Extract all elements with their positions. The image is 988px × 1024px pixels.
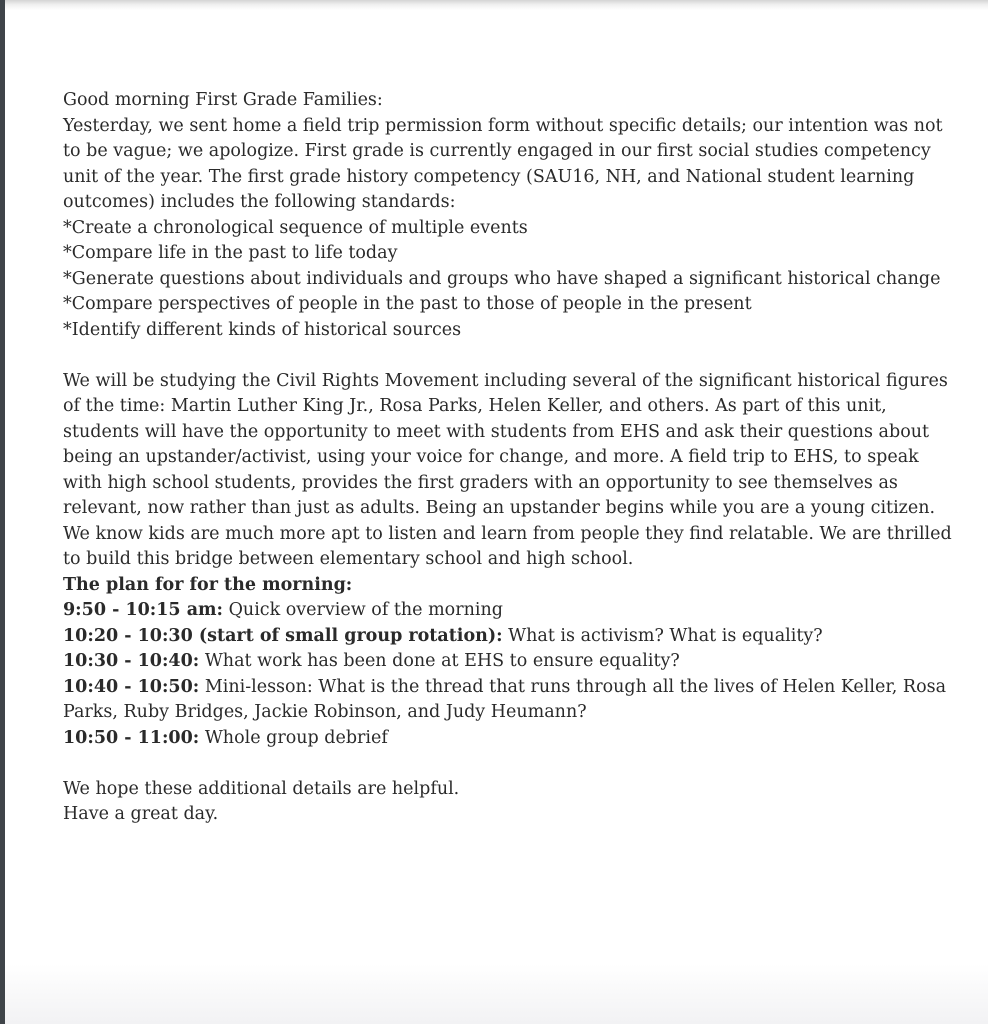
plan-heading: The plan for for the morning: xyxy=(63,574,353,595)
schedule-time: 10:40 - 10:50: xyxy=(63,676,200,697)
schedule-time: 10:30 - 10:40: xyxy=(63,651,200,671)
schedule-time: 10:50 - 11:00: xyxy=(63,727,200,748)
standards-list xyxy=(63,216,959,344)
schedule-section xyxy=(63,573,959,752)
schedule-item xyxy=(63,649,959,675)
schedule-detail: Mini-lesson: What is the thread that runs through all the lives of Helen Keller, Rosa Parks, Ruby Bridges, Jackie Robinson, and Judy Heumann? xyxy=(63,676,947,722)
standard-item: *Create a chronological sequence of multiple events xyxy=(63,217,528,238)
unit-paragraph: We will be studying the Civil Rights Movement including several of the significant historical figures of the time: Martin Luther King Jr., Rosa Parks, Helen Keller, and others. As part of this unit, students will have the opportunity to meet with students from EHS and ask their questions about being an upstander/activist, using your voice for change, and more. A field trip to EHS, to speak with high school students, provides the first graders with an opportunity to see themselves as relevant, now rather than just as adults. Being an upstander begins while you are a young citizen. xyxy=(63,370,948,518)
intro-paragraph: Yesterday, we sent home a field trip permission form without specific details; our intention was not to be vague; we apologize. First grade is currently engaged in our first social studies competency unit of the year. The first grade history competency (SAU16, NH, and National student learning outcomes) includes the following standards: xyxy=(63,115,943,212)
schedule-item xyxy=(63,726,959,752)
schedule-detail: What is activism? What is equality? xyxy=(502,625,823,646)
schedule-time: 9:50 - 10:15 am: xyxy=(63,600,224,620)
schedule-item xyxy=(63,675,959,726)
standard-item: *Generate questions about individuals and groups who have shaped a significant historical change xyxy=(63,268,941,289)
schedule-detail: Whole group debrief xyxy=(199,727,388,748)
window-left-edge xyxy=(0,0,5,1024)
schedule-detail: What work has been done at EHS to ensure equality? xyxy=(199,651,680,671)
schedule-item xyxy=(63,624,959,650)
standard-item: *Compare life in the past to life today xyxy=(63,243,398,263)
bridge-paragraph: We know kids are much more apt to listen and learn from people they find relatable. We are thrilled to build this bridge between elementary school and high school. xyxy=(63,523,952,569)
document-page xyxy=(63,88,959,828)
closing-sign-off: Have a great day. xyxy=(63,804,219,824)
standard-item: *Identify different kinds of historical sources xyxy=(63,319,462,340)
closing-details: We hope these additional details are helpful. xyxy=(63,778,460,799)
standard-item: *Compare perspectives of people in the past to those of people in the present xyxy=(63,294,752,314)
page-top-shadow xyxy=(0,0,988,10)
page-bottom-shadow xyxy=(5,964,988,1024)
greeting-line: Good morning First Grade Families: xyxy=(63,90,383,110)
schedule-detail: Quick overview of the morning xyxy=(223,600,503,620)
schedule-time: 10:20 - 10:30 (start of small group rotation): xyxy=(63,625,503,646)
schedule-item xyxy=(63,598,959,624)
